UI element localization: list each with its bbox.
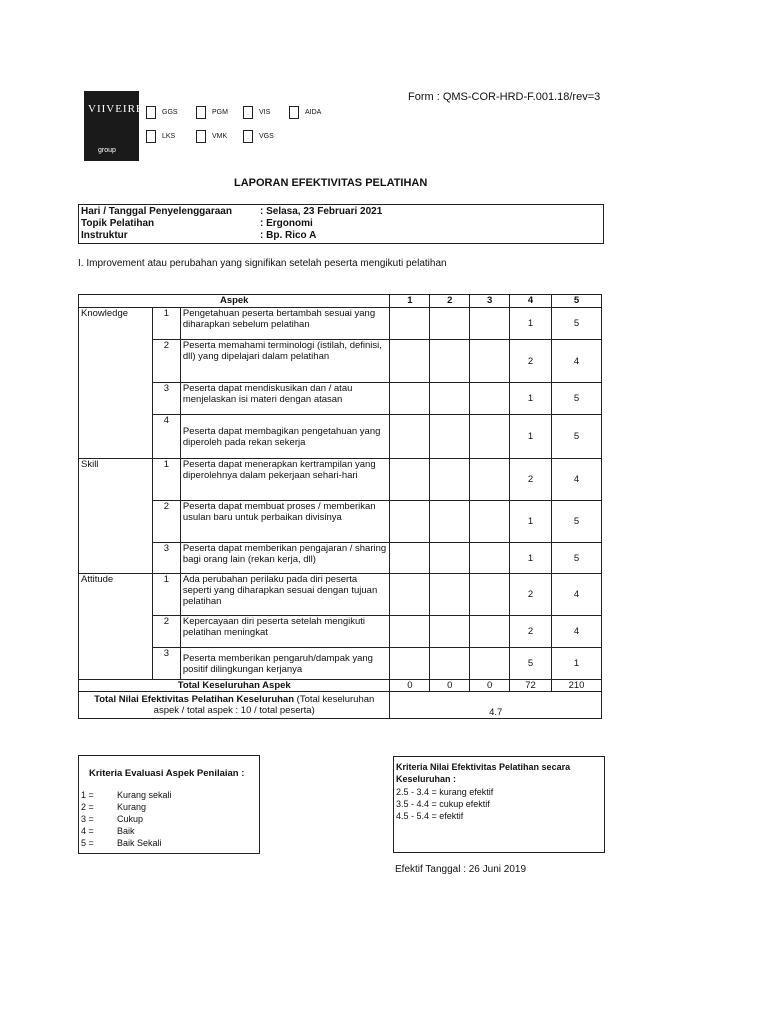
checkbox-vis[interactable] <box>243 106 270 119</box>
criteria-effectiveness-title: Kriteria Nilai Efektivitas Pelatihan secara Keseluruhan : <box>396 762 571 784</box>
criteria-key: 4 = <box>81 826 94 836</box>
score-cell-3 <box>470 308 510 340</box>
item-number: 4 <box>152 415 180 459</box>
item-text: Ada perubahan perilaku pada diri peserta seperti yang diharapkan sesuai dengan tujuan pelatihan <box>180 574 390 616</box>
checkbox-lks[interactable] <box>146 130 175 143</box>
total-label: Total Keseluruhan Aspek <box>79 680 390 692</box>
item-number: 2 <box>152 340 180 383</box>
total-score-3: 0 <box>470 680 510 692</box>
grand-total-row <box>79 692 602 719</box>
table-row <box>79 459 602 501</box>
criteria-value: Cukup <box>117 814 144 824</box>
item-text: Peserta dapat mendiskusikan dan / atau menjelaskan isi materi dengan atasan <box>180 383 390 415</box>
criteria-effectiveness-box <box>393 756 605 853</box>
score-cell-5: 4 <box>552 459 602 501</box>
header-score-5: 5 <box>552 295 602 308</box>
header-score-4: 4 <box>510 295 552 308</box>
item-number: 1 <box>152 308 180 340</box>
group-attitude: Attitude <box>79 574 153 680</box>
score-cell-5: 5 <box>552 383 602 415</box>
score-cell-5: 5 <box>552 308 602 340</box>
item-number: 3 <box>152 648 180 680</box>
score-cell-1 <box>390 648 430 680</box>
score-cell-1 <box>390 616 430 648</box>
grand-total-value: 4.7 <box>390 692 602 719</box>
criteria-evaluation-box <box>78 755 260 854</box>
score-cell-2 <box>430 648 470 680</box>
criteria-value: Kurang sekali <box>117 790 172 800</box>
info-row-topic <box>81 218 601 230</box>
score-cell-4: 1 <box>510 543 552 574</box>
header-score-2: 2 <box>430 295 470 308</box>
table-row <box>79 340 602 383</box>
item-number: 2 <box>152 616 180 648</box>
logo-brand: VIIVEIRE <box>88 103 144 115</box>
checkbox-vmk[interactable] <box>196 130 227 143</box>
checkbox-box[interactable] <box>243 106 253 119</box>
info-label: Instruktur <box>81 230 128 241</box>
score-cell-2 <box>430 308 470 340</box>
item-number: 3 <box>152 383 180 415</box>
item-number: 1 <box>152 574 180 616</box>
form-code: Form : QMS-COR-HRD-F.001.18/rev=3 <box>408 91 601 103</box>
header-score-1: 1 <box>390 295 430 308</box>
score-cell-1 <box>390 308 430 340</box>
score-cell-2 <box>430 543 470 574</box>
checkbox-aida[interactable] <box>289 106 321 119</box>
criteria-value: Baik <box>117 826 135 836</box>
table-row <box>79 308 602 340</box>
score-cell-3 <box>470 501 510 543</box>
score-cell-1 <box>390 340 430 383</box>
score-cell-5: 4 <box>552 574 602 616</box>
score-cell-4: 2 <box>510 574 552 616</box>
score-cell-4: 2 <box>510 616 552 648</box>
score-cell-3 <box>470 383 510 415</box>
criteria-evaluation-title: Kriteria Evaluasi Aspek Penilaian : <box>89 768 245 779</box>
checkbox-box[interactable] <box>243 130 253 143</box>
info-label: Hari / Tanggal Penyelenggaraan <box>81 206 232 217</box>
info-label: Topik Pelatihan <box>81 218 155 229</box>
score-cell-4: 5 <box>510 648 552 680</box>
criteria-item <box>81 790 257 802</box>
score-cell-2 <box>430 501 470 543</box>
grand-total-label-rest: (Total keseluruhan aspek / total aspek : 10 / total peserta) <box>153 694 375 716</box>
item-number: 3 <box>152 543 180 574</box>
score-cell-5: 5 <box>552 501 602 543</box>
section-title: I. Improvement atau perubahan yang signifikan setelah peserta mengikuti pelatihan <box>78 258 447 269</box>
criteria-item <box>81 838 257 850</box>
checkbox-label: VIS <box>259 109 271 116</box>
checkbox-vgs[interactable] <box>243 130 274 143</box>
checkbox-ggs[interactable] <box>146 106 178 119</box>
criteria-range: 3.5 - 4.4 = cukup efektif <box>396 799 490 809</box>
score-cell-4: 1 <box>510 308 552 340</box>
checkbox-label: GGS <box>162 109 178 116</box>
score-cell-4: 2 <box>510 459 552 501</box>
score-cell-1 <box>390 415 430 459</box>
score-cell-3 <box>470 340 510 383</box>
effective-date: Efektif Tanggal : 26 Juni 2019 <box>395 864 527 875</box>
item-text: Peserta dapat memberikan pengajaran / sharing bagi orang lain (rekan kerja, dll) <box>180 543 390 574</box>
info-value: : Ergonomi <box>260 218 313 229</box>
criteria-key: 1 = <box>81 790 94 800</box>
criteria-item <box>81 814 257 826</box>
checkbox-label: VMK <box>212 133 228 140</box>
criteria-value: Baik Sekali <box>117 838 162 848</box>
score-cell-5: 4 <box>552 340 602 383</box>
score-cell-3 <box>470 574 510 616</box>
evaluation-table <box>78 294 602 719</box>
info-value: : Selasa, 23 Februari 2021 <box>260 206 383 217</box>
criteria-value: Kurang <box>117 802 147 812</box>
checkbox-box[interactable] <box>196 106 206 119</box>
score-cell-1 <box>390 543 430 574</box>
score-cell-2 <box>430 340 470 383</box>
score-cell-3 <box>470 616 510 648</box>
item-text: Peserta dapat membuat proses / memberikan usulan baru untuk perbaikan divisinya <box>180 501 390 543</box>
total-score-1: 0 <box>390 680 430 692</box>
table-row <box>79 543 602 574</box>
total-score-5: 210 <box>552 680 602 692</box>
score-cell-1 <box>390 501 430 543</box>
score-cell-5: 4 <box>552 616 602 648</box>
info-row-instructor <box>81 230 601 242</box>
item-text: Peserta memberikan pengaruh/dampak yang positif dilingkungan kerjanya <box>180 648 390 680</box>
score-cell-5: 5 <box>552 415 602 459</box>
total-row <box>79 680 602 692</box>
company-logo <box>84 91 144 161</box>
logo-group: group <box>98 147 116 154</box>
score-cell-1 <box>390 383 430 415</box>
grand-total-label <box>79 692 390 719</box>
checkbox-label: AIDA <box>305 109 322 116</box>
score-cell-3 <box>470 415 510 459</box>
table-row <box>79 415 602 459</box>
score-cell-4: 1 <box>510 383 552 415</box>
criteria-item <box>81 826 257 838</box>
table-row <box>79 574 602 616</box>
item-text: Peserta dapat membagikan pengetahuan yang diperoleh pada rekan sekerja <box>180 415 390 459</box>
header-aspek: Aspek <box>79 295 390 308</box>
score-cell-3 <box>470 543 510 574</box>
criteria-range: 4.5 - 5.4 = efektif <box>396 811 464 821</box>
table-row <box>79 383 602 415</box>
item-text: Peserta dapat menerapkan kertrampilan yang diperolehnya dalam pekerjaan sehari-hari <box>180 459 390 501</box>
score-cell-4: 2 <box>510 340 552 383</box>
score-cell-2 <box>430 459 470 501</box>
total-score-4: 72 <box>510 680 552 692</box>
score-cell-2 <box>430 574 470 616</box>
score-cell-5: 5 <box>552 543 602 574</box>
score-cell-3 <box>470 459 510 501</box>
info-row-date <box>81 206 601 218</box>
checkbox-box[interactable] <box>146 106 156 119</box>
document-title: LAPORAN EFEKTIVITAS PELATIHAN <box>234 177 428 189</box>
score-cell-2 <box>430 616 470 648</box>
item-text: Peserta memahami terminologi (istilah, definisi, dll) yang dipelajari dalam pelatihan <box>180 340 390 383</box>
score-cell-3 <box>470 648 510 680</box>
table-row <box>79 501 602 543</box>
criteria-key: 5 = <box>81 838 94 848</box>
table-header-row <box>79 295 602 308</box>
criteria-item <box>81 802 257 814</box>
header-score-3: 3 <box>470 295 510 308</box>
grand-total-label-bold: Total Nilai Efektivitas Pelatihan Keseluruhan <box>94 694 295 705</box>
checkbox-pgm[interactable] <box>196 106 228 119</box>
criteria-key: 2 = <box>81 802 94 812</box>
group-skill: Skill <box>79 459 153 574</box>
item-number: 1 <box>152 459 180 501</box>
score-cell-2 <box>430 383 470 415</box>
item-text: Pengetahuan peserta bertambah sesuai yang diharapkan sebelum pelatihan <box>180 308 390 340</box>
score-cell-4: 1 <box>510 415 552 459</box>
item-text: Kepercayaan diri peserta setelah mengikuti pelatihan meningkat <box>180 616 390 648</box>
checkbox-label: VGS <box>259 133 274 140</box>
score-cell-5: 1 <box>552 648 602 680</box>
info-value: : Bp. Rico A <box>260 230 317 241</box>
item-number: 2 <box>152 501 180 543</box>
checkbox-box[interactable] <box>196 130 206 143</box>
checkbox-label: LKS <box>162 133 176 140</box>
criteria-range: 2.5 - 3.4 = kurang efektif <box>396 787 494 797</box>
checkbox-box[interactable] <box>289 106 299 119</box>
table-row <box>79 648 602 680</box>
score-cell-1 <box>390 574 430 616</box>
checkbox-box[interactable] <box>146 130 156 143</box>
group-knowledge: Knowledge <box>79 308 153 459</box>
checkbox-label: PGM <box>212 109 228 116</box>
training-info-box <box>78 204 604 244</box>
score-cell-4: 1 <box>510 501 552 543</box>
criteria-key: 3 = <box>81 814 94 824</box>
score-cell-1 <box>390 459 430 501</box>
total-score-2: 0 <box>430 680 470 692</box>
score-cell-2 <box>430 415 470 459</box>
table-row <box>79 616 602 648</box>
